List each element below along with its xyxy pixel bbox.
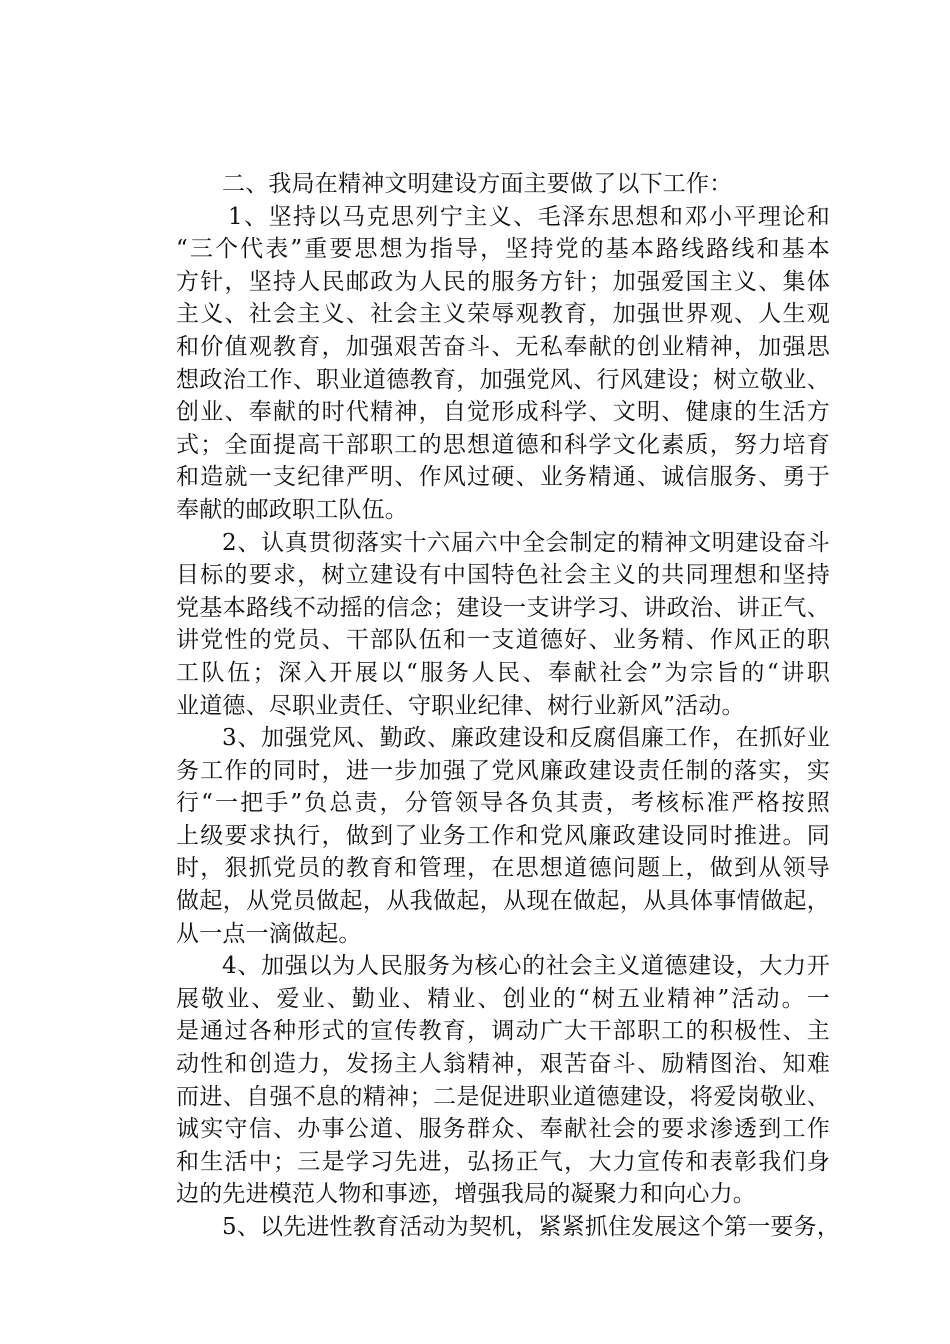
paragraph-2 <box>130 527 830 723</box>
paragraph-line: 而进、自强不息的精神；二是促进职业道德建设，将爱岗敬业、 <box>176 1083 830 1110</box>
heading-line: 二、我局在精神文明建设方面主要做了以下工作： <box>222 171 733 197</box>
paragraph-line: 诚实守信、办事公道、服务群众、奉献社会的要求渗透到工作 <box>176 1116 830 1143</box>
paragraph-1 <box>130 201 830 527</box>
paragraph-line: 方针，坚持人民邮政为人民的服务方针；加强爱国主义、集体 <box>176 268 830 295</box>
paragraph-line: 展敬业、爱业、勤业、精业、创业的“树五业精神”活动。一 <box>176 985 830 1012</box>
paragraph-line: 是通过各种形式的宣传教育，调动广大干部职工的积极性、主 <box>176 1018 830 1045</box>
paragraph-line: 动性和创造力，发扬主人翁精神，艰苦奋斗、励精图治、知难 <box>176 1051 830 1078</box>
paragraph-line: 上级要求执行，做到了业务工作和党风廉政建设同时推进。同 <box>176 822 830 849</box>
paragraph-line: 主义、社会主义、社会主义荣辱观教育，加强世界观、人生观 <box>176 301 830 328</box>
paragraph-line: 和价值观教育，加强艰苦奋斗、无私奉献的创业精神，加强思 <box>176 333 830 360</box>
paragraph-line: 时，狠抓党员的教育和管理，在思想道德问题上，做到从领导 <box>176 855 830 882</box>
paragraph-line: 2、认真贯彻落实十六届六中全会制定的精神文明建设奋斗 <box>222 529 830 556</box>
paragraph-4 <box>130 950 830 1211</box>
paragraph-line: 和造就一支纪律严明、作风过硬、业务精通、诚信服务、勇于 <box>176 464 830 491</box>
document-body <box>130 168 841 1244</box>
paragraph-line: 做起，从党员做起，从我做起，从现在做起，从具体事情做起， <box>176 888 830 915</box>
paragraph-line: 5、以先进性教育活动为契机，紧紧抓住发展这个第一要务， <box>222 1214 841 1240</box>
section-heading <box>130 168 830 201</box>
paragraph-line: 奉献的邮政职工队伍。 <box>176 496 408 523</box>
paragraph-line: 1、坚持以马克思列宁主义、毛泽东思想和邓小平理论和 <box>228 203 830 230</box>
paragraph-line: 业道德、尽职业责任、守职业纪律、树行业新风”活动。 <box>176 692 745 719</box>
paragraph-line: 4、加强以为人民服务为核心的社会主义道德建设，大力开 <box>222 953 830 980</box>
paragraph-3 <box>130 722 830 950</box>
paragraph-5 <box>130 1211 841 1244</box>
paragraph-line: 从一点一滴做起。 <box>176 920 362 947</box>
paragraph-line: 式；全面提高干部职工的思想道德和科学文化素质，努力培育 <box>176 431 830 458</box>
paragraph-line: 和生活中；三是学习先进，弘扬正气，大力宣传和表彰我们身 <box>176 1148 830 1175</box>
paragraph-line: 目标的要求，树立建设有中国特色社会主义的共同理想和坚持 <box>176 562 830 589</box>
paragraph-line: 3、加强党风、勤政、廉政建设和反腐倡廉工作，在抓好业 <box>222 725 830 752</box>
paragraph-line: 边的先进模范人物和事迹，增强我局的凝聚力和向心力。 <box>176 1181 756 1208</box>
paragraph-line: 行“一把手”负总责，分管领导各负其责，考核标准严格按照 <box>176 790 830 817</box>
paragraph-line: 想政治工作、职业道德教育，加强党风、行风建设；树立敬业、 <box>176 366 830 393</box>
paragraph-line: 工队伍；深入开展以“服务人民、奉献社会”为宗旨的“讲职 <box>176 659 830 686</box>
paragraph-line: 务工作的同时，进一步加强了党风廉政建设责任制的落实，实 <box>176 757 830 784</box>
paragraph-line: “三个代表”重要思想为指导，坚持党的基本路线路线和基本 <box>176 236 830 263</box>
paragraph-line: 讲党性的党员、干部队伍和一支道德好、业务精、作风正的职 <box>176 627 830 654</box>
paragraph-line: 党基本路线不动摇的信念；建设一支讲学习、讲政治、讲正气、 <box>176 594 830 621</box>
paragraph-line: 创业、奉献的时代精神，自觉形成科学、文明、健康的生活方 <box>176 399 830 426</box>
